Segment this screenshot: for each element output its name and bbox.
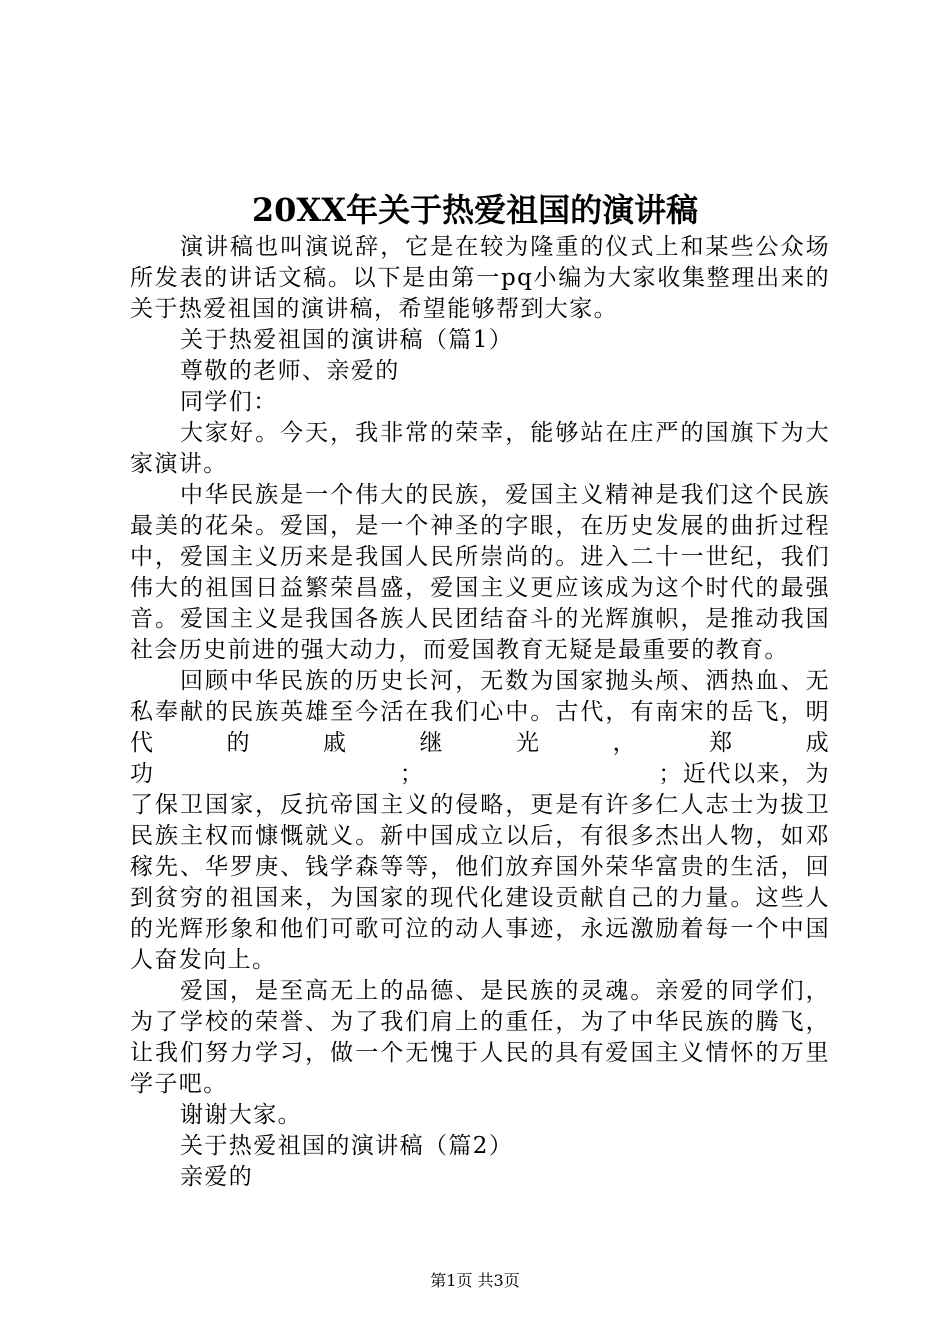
body-paragraph: 回顾中华民族的历史长河，无数为国家抛头颅、洒热血、无私奉献的民族英雄至今活在我们心中。古代，有南宋的岳飞，明代的戚继光，郑成功 ； ；近代以来，为了保卫国家，反抗帝国主义的侵略，更是有许多仁人志士为拔卫民族主权而慷慨就义。新中国成立以后，有很多杰出人物，如邓稼先、华罗庚、钱学森等等，他们放弃国外荣华富贵的生活，回到贫穷的祖国来，为国家的现代化建设贡献自己的力量。这些人的光辉形象和他们可歌可泣的动人事迹，永远激励着每一个中国人奋发向上。 [130, 668, 830, 973]
document-body [130, 232, 830, 1193]
salutation-line-1: 尊敬的老师、亲爱的 [180, 358, 400, 384]
body-paragraph: 中华民族是一个伟大的民族，爱国主义精神是我们这个民族最美的花朵。爱国，是一个神圣的字眼，在历史发展的曲折过程中，爱国主义历来是我国人民所崇尚的。进入二十一世纪，我们伟大的祖国日益繁荣昌盛，爱国主义更应该成为这个时代的最强音。爱国主义是我国各族人民团结奋斗的光辉旗帜，是推动我国社会历史前进的强大动力，而爱国教育无疑是最重要的教育。 [130, 482, 830, 663]
closing-line: 谢谢大家。 [180, 1102, 302, 1128]
salutation-line-2: 同学们： [180, 389, 278, 415]
salutation-line-3: 亲爱的 [180, 1164, 254, 1190]
document-title: 20XX年关于热爱祖国的演讲稿 [251, 191, 699, 229]
body-paragraph: 大家好。今天，我非常的荣幸，能够站在庄严的国旗下为大家演讲。 [130, 420, 830, 477]
page-footer: 第1页 共3页 [430, 1271, 520, 1290]
intro-paragraph: 演讲稿也叫演说辞，它是在较为隆重的仪式上和某些公众场所发表的讲话文稿。以下是由第一pq小编为大家收集整理出来的关于热爱祖国的演讲稿，希望能够帮到大家。 [130, 234, 830, 322]
body-paragraph: 爱国，是至高无上的品德、是民族的灵魂。亲爱的同学们，为了学校的荣誉、为了我们肩上的重任，为了中华民族的腾飞，让我们努力学习，做一个无愧于人民的具有爱国主义情怀的万里学子吧。 [130, 978, 830, 1097]
section-heading-2: 关于热爱祖国的演讲稿（篇2） [180, 1133, 514, 1159]
section-heading-1: 关于热爱祖国的演讲稿（篇1） [180, 327, 514, 353]
